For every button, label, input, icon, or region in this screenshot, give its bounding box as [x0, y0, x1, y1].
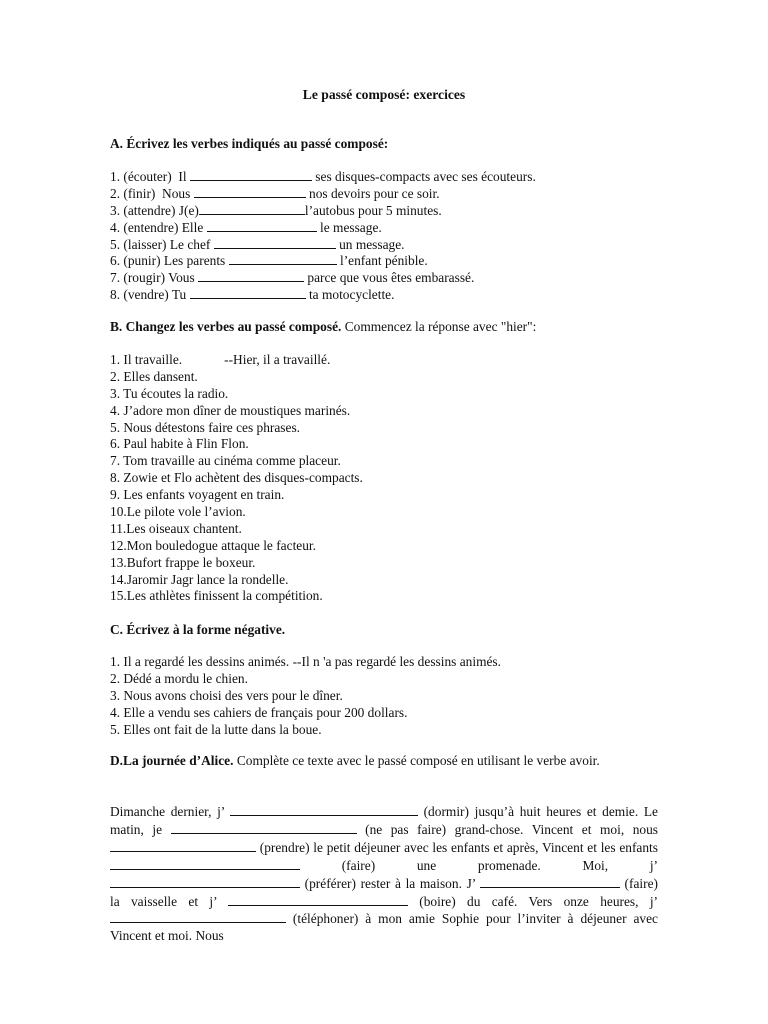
text-segment: (préférer) rester à la maison. J’ [300, 875, 480, 891]
section-b-list [110, 352, 670, 605]
answer-blank [190, 286, 306, 299]
answer-blank [230, 803, 418, 816]
answer-blank [190, 168, 312, 181]
list-item: 1. Il a regardé les dessins animés. --Il n 'a pas regardé les dessins animés. [110, 654, 501, 669]
item-suffix: ses disques-compacts avec ses écouteurs. [311, 169, 536, 184]
answer-blank [110, 875, 300, 888]
section-c-heading: C. Écrivez à la forme négative. [110, 622, 286, 637]
list-item: 4. J’adore mon dîner de moustiques marinés. [110, 402, 351, 418]
answer-blank [110, 839, 256, 852]
item-suffix: ta motocyclette. [305, 287, 395, 303]
answer-blank [228, 893, 408, 906]
item-suffix: nos devoirs pour ce soir. [305, 185, 440, 201]
answer-blank [199, 202, 305, 215]
list-item: 4. Elle a vendu ses cahiers de français pour 200 dollars. [110, 704, 408, 720]
list-item: 15.Les athlètes finissent la compétition. [110, 588, 323, 604]
item-prefix: 6. (punir) Les parents [110, 253, 229, 269]
list-item: 6. Paul habite à Flin Flon. [110, 436, 249, 452]
section-d-text [110, 803, 658, 945]
list-item [110, 236, 670, 253]
list-item [110, 202, 670, 219]
list-item: 5. Elles ont fait de la lutte dans la boue. [110, 721, 322, 737]
list-item: 5. Nous détestons faire ces phrases. [110, 419, 301, 435]
page-title: Le passé composé: exercices [302, 87, 466, 102]
text-segment: (ne pas faire) grand-chose. Vincent et moi, nous [356, 821, 659, 837]
item-prefix: 1. (écouter) Il [110, 169, 190, 184]
list-item: 13.Bufort frappe le boxeur. [110, 554, 256, 570]
text-segment: (faire) une promenade. Moi, j’ [300, 857, 658, 873]
answer-blank [229, 252, 337, 265]
section-b-heading-bold: B. Changez les verbes au passé composé. [110, 319, 342, 334]
text-segment: Dimanche dernier, j’ [110, 804, 230, 819]
answer-blank [198, 269, 304, 282]
section-d-heading [110, 753, 658, 770]
list-item: 8. Zowie et Flo achètent des disques-compacts. [110, 470, 363, 486]
list-item [110, 168, 670, 185]
section-c-list [110, 654, 670, 738]
item-suffix: le message. [316, 219, 382, 235]
item-suffix: l’autobus pour 5 minutes. [304, 202, 442, 218]
text-segment: (prendre) le petit déjeuner avec les enfants et après, Vincent et les enfants [256, 839, 658, 855]
item-prefix: 4. (entendre) Elle [110, 219, 207, 235]
answer-blank [194, 185, 306, 198]
section-a-heading: A. Écrivez les verbes indiqués au passé composé: [110, 136, 389, 151]
list-item: 3. Tu écoutes la radio. [110, 385, 229, 401]
answer-blank [110, 910, 286, 923]
list-item [110, 286, 670, 303]
item-prefix: 5. (laisser) Le chef [110, 236, 214, 252]
section-d-heading-instruction: Complète ce texte avec le passé composé en utilisant le verbe avoir. [233, 753, 600, 768]
answer-blank [214, 236, 336, 249]
list-item [110, 185, 670, 202]
list-item [110, 352, 670, 369]
item-suffix: parce que vous êtes embarassé. [304, 270, 475, 286]
section-b-heading-instruction: Commencez la réponse avec "hier": [341, 319, 537, 334]
answer-blank [207, 219, 317, 232]
list-item: 2. Dédé a mordu le chien. [110, 670, 248, 686]
item-prefix: 2. (finir) Nous [110, 185, 194, 201]
list-item [110, 252, 670, 269]
item-prefix: 8. (vendre) Tu [110, 287, 190, 303]
text-segment: (téléphoner) à mon amie Sophie pour l’inviter à déjeuner avec Vincent et moi. Nous [110, 911, 658, 944]
item-prefix: 3. (attendre) J(e) [110, 202, 199, 218]
list-item [110, 219, 670, 236]
sentence: 1. Il travaille. [110, 352, 183, 367]
section-a-list [110, 168, 670, 303]
answer-blank [110, 857, 300, 870]
text-segment: (dormir) jusqu’à huit heures et demie. Le matin, je [110, 804, 658, 837]
section-d-heading-bold: D.La journée d’Alice. [110, 753, 234, 768]
list-item: 2. Elles dansent. [110, 368, 198, 384]
list-item [110, 269, 670, 286]
list-item: 14.Jaromir Jagr lance la rondelle. [110, 571, 289, 587]
answer-blank [480, 875, 620, 888]
item-suffix: un message. [335, 236, 405, 252]
list-item: 7. Tom travaille au cinéma comme placeur. [110, 453, 341, 469]
item-prefix: 7. (rougir) Vous [110, 270, 199, 286]
list-item: 11.Les oiseaux chantent. [110, 520, 242, 536]
section-b-heading [110, 319, 536, 335]
list-item: 9. Les enfants voyagent en train. [110, 487, 285, 503]
list-item: 3. Nous avons choisi des vers pour le dîner. [110, 687, 343, 703]
item-suffix: l’enfant pénible. [336, 253, 428, 269]
text-segment: (faire) la vaisselle et j’ [110, 875, 659, 909]
list-item: 10.Le pilote vole l’avion. [110, 504, 246, 520]
list-item: 12.Mon bouledogue attaque le facteur. [110, 537, 316, 553]
example-answer: --Hier, il a travaillé. [224, 352, 331, 367]
text-segment: (boire) du café. Vers onze heures, j’ [407, 893, 659, 909]
answer-blank [171, 821, 357, 834]
